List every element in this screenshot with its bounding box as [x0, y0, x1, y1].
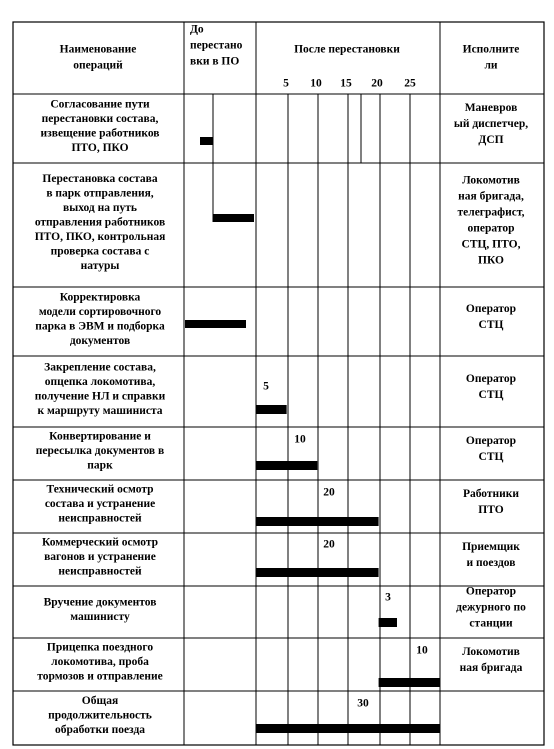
- operation-label-line: Согласование пути: [50, 98, 150, 111]
- performer-label-line: оператор: [467, 222, 515, 235]
- operation-label-line: состава и устранение: [44, 498, 156, 511]
- performer-label-line: Маневров: [464, 102, 518, 115]
- tick-label: 20: [371, 77, 383, 90]
- operation-label-line: Закрепление состава,: [44, 361, 156, 374]
- performer-label-line: Приемщик: [462, 541, 520, 554]
- schedule-bar: [256, 461, 317, 470]
- performer-label-line: станции: [469, 617, 513, 630]
- operation-label-line: Прицепка поездного: [46, 641, 154, 654]
- operation-label-line: Перестановка состава: [42, 173, 158, 186]
- operation-label-line: обработки поезда: [54, 724, 146, 737]
- operation-label-line: выход на путь: [63, 202, 137, 215]
- header-before-line: До: [190, 23, 204, 36]
- performer-label-line: ПТО: [478, 504, 504, 517]
- duration-label: 10: [294, 433, 306, 446]
- performer-label-line: Работники: [462, 488, 520, 501]
- operation-label-line: продолжительность: [48, 709, 152, 722]
- performer-label-line: и поездов: [466, 557, 516, 570]
- operation-label-line: тормозов и отправление: [37, 670, 163, 683]
- schedule-bar: [256, 405, 287, 414]
- header-performer-line: Исполните: [462, 43, 520, 56]
- performer-label-line: СТЦ, ПТО,: [461, 238, 521, 251]
- schedule-bar: [379, 678, 440, 687]
- operation-label-line: машинисту: [70, 610, 130, 623]
- tick-label: 15: [340, 77, 352, 90]
- performer-label-line: ная бригада,: [458, 190, 524, 203]
- operation-label-line: парка в ЭВМ и подборка: [35, 320, 165, 333]
- header-after: После перестановки: [294, 43, 400, 56]
- operation-label-line: Технический осмотр: [46, 483, 154, 496]
- performer-label-line: Локомотив: [462, 174, 520, 187]
- operation-label-line: в парк отправления,: [46, 187, 154, 200]
- operation-label-line: парк: [87, 459, 113, 472]
- operation-label-line: локомотива, проба: [51, 656, 149, 669]
- header-performer-line: ли: [484, 59, 498, 72]
- operation-label-line: проверка состава с: [50, 245, 150, 258]
- duration-label: 5: [263, 380, 269, 393]
- operation-label-line: получение НЛ и справки: [34, 390, 166, 403]
- performer-label-line: Локомотив: [462, 646, 520, 659]
- performer-label-line: Оператор: [465, 303, 517, 316]
- duration-label: 20: [323, 486, 335, 499]
- performer-label-line: дежурного по: [456, 601, 526, 614]
- duration-label: 20: [323, 538, 335, 551]
- performer-label-line: СТЦ: [478, 389, 504, 402]
- schedule-bar: [256, 568, 379, 577]
- operation-label-line: неисправностей: [58, 512, 142, 525]
- operation-label-line: ПТО, ПКО: [71, 141, 129, 154]
- operation-label-line: Конвертирование и: [49, 430, 151, 443]
- schedule-bar: [213, 214, 254, 222]
- operation-label-line: к маршруту машиниста: [37, 404, 163, 417]
- operation-label-line: отправления работников: [34, 216, 166, 229]
- operation-label-line: пересылка документов в: [35, 445, 165, 458]
- schedule-bar: [256, 517, 379, 526]
- operation-label-line: Общая: [81, 695, 119, 708]
- operation-label-line: ПТО, ПКО, контрольная: [34, 231, 166, 244]
- operation-label-line: перестановки состава,: [41, 112, 159, 125]
- schedule-bar: [379, 618, 397, 627]
- duration-label: 10: [416, 644, 428, 657]
- performer-label-line: Оператор: [465, 585, 517, 598]
- tick-label: 10: [310, 77, 322, 90]
- header-operation-line: операций: [73, 59, 123, 72]
- schedule-bar: [200, 137, 213, 145]
- operation-label-line: Корректировка: [59, 291, 141, 304]
- operation-label-line: натуры: [80, 260, 120, 273]
- performer-label-line: СТЦ: [478, 451, 504, 464]
- operation-label-line: опцепка локомотива,: [44, 375, 156, 388]
- tick-label: 25: [404, 77, 416, 90]
- operation-label-line: модели сортировочного: [38, 305, 162, 318]
- header-before-line: вки в ПО: [190, 55, 240, 68]
- duration-label: 30: [357, 697, 369, 710]
- performer-label-line: ый диспетчер,: [453, 118, 529, 131]
- header-operation-line: Наименование: [59, 43, 137, 56]
- performer-label-line: телеграфист,: [457, 206, 525, 219]
- duration-label: 3: [385, 591, 391, 604]
- operation-label-line: неисправностей: [58, 565, 142, 578]
- performer-label-line: ная бригада: [459, 662, 523, 675]
- operation-label-line: извещение работников: [40, 127, 160, 140]
- performer-label-line: СТЦ: [478, 319, 504, 332]
- operation-label-line: документов: [69, 334, 131, 347]
- tick-label: 5: [283, 77, 289, 90]
- performer-label-line: Оператор: [465, 435, 517, 448]
- performer-label-line: Оператор: [465, 373, 517, 386]
- performer-label-line: ПКО: [478, 254, 504, 267]
- performer-label-line: ДСП: [478, 134, 504, 147]
- schedule-bar: [256, 724, 440, 733]
- operation-label-line: вагонов и устранение: [44, 551, 156, 564]
- operation-label-line: Коммерческий осмотр: [41, 536, 159, 549]
- schedule-bar: [185, 320, 246, 328]
- operation-label-line: Вручение документов: [43, 596, 157, 609]
- header-before-line: перестано: [190, 39, 243, 52]
